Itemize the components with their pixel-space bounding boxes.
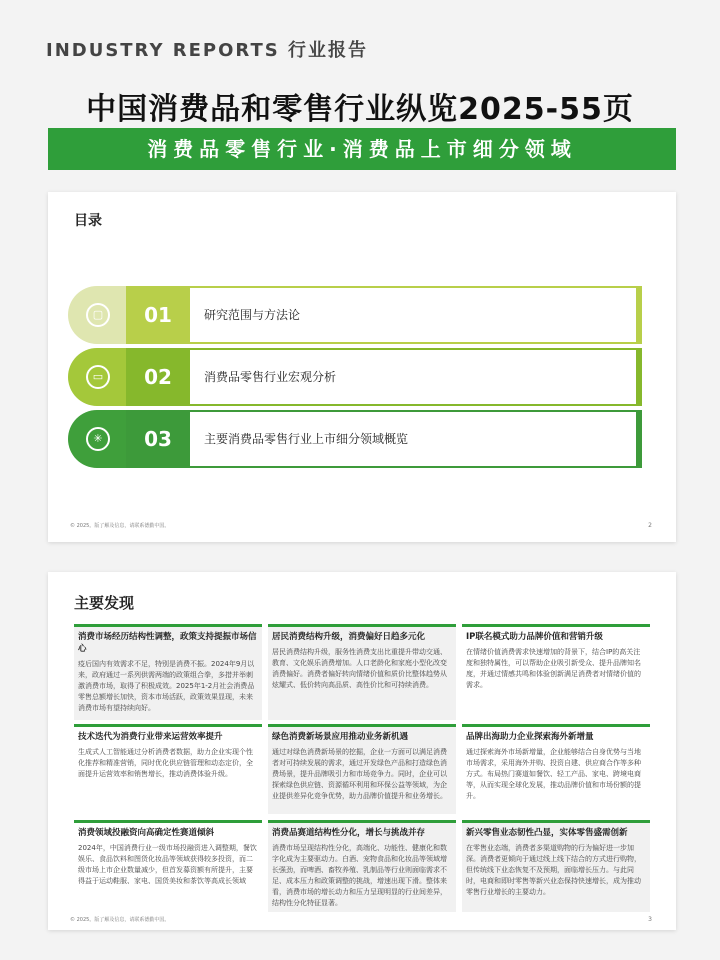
page-number: 3 (648, 916, 652, 923)
header-label: INDUSTRY REPORTS 行业报告 (46, 40, 368, 61)
toc-label: 主要消费品零售行业上市细分领域概览 (204, 432, 409, 446)
subtitle-banner: 消费品零售行业·消费品上市细分领域 (48, 128, 676, 170)
page-footer: © 2025。版了解及信息，请联系德勤中国。 (70, 523, 170, 529)
finding-card: 绿色消费新场景应用推动业务新机遇 通过对绿色消费新场景的挖掘，企业一方面可以满足消费者对可持续发展的需求，通过开发绿色产品和打造绿色消费场景，提升品牌吸引力和市场竞争力。同时，企业可以探索绿色供应链、资源循环利用和环保公益等领域，为企业提供差异化竞争优势，助力品牌价值提升和业务增长。 (268, 724, 456, 814)
finding-card: 新兴零售业态韧性凸显，实体零售盛需创新 在零售业态端，消费者多渠道购物的行为偏好进一步加深。消费者更倾向于通过线上线下结合的方式进行购物，但传统线下业态恢复不及预期，面临增长压力。与此同时，电商和即时零售等新兴业态保持快速增长，成为推动零售行业增长的主要动力。 (462, 820, 650, 912)
findings-page (48, 572, 676, 930)
finding-card: 消费品赛道结构性分化，增长与挑战并存 消费市场呈现结构性分化，高端化、功能性、健康化和数字化成为主要驱动力。白酒、宠物食品和化妆品等领域增长强劲，而啤酒、畜牧养殖、乳制品等行业则面临需求不足、成本压力和政策调整的挑战，增速出现下滑。整体来看，消费市场的增长动力和压力呈现明显的行业间差异，结构性分化特征显著。 (268, 820, 456, 912)
toc-page (48, 192, 676, 542)
toc-label: 消费品零售行业宏观分析 (204, 370, 337, 384)
toc-number: 03 (126, 410, 190, 468)
page-title: 中国消费品和零售行业纵览2025-55页 (86, 92, 634, 127)
finding-card: 居民消费结构升级，消费偏好日趋多元化 居民消费结构升级，服务性消费支出比重提升带动交通、教育、文化娱乐消费增加。人口老龄化和家庭小型化改变消费偏好。消费者偏好转向情绪价值和质价比整体趋势从炫耀式、低价转向高品质、高性价比和可持续消费。 (268, 624, 456, 720)
page-number: 2 (648, 522, 652, 529)
document-icon: ▢ (86, 303, 110, 327)
toc-label: 研究范围与方法论 (204, 308, 301, 322)
toc-title: 目录 (74, 213, 102, 229)
finding-card: 消费领域投融资向高确定性赛道倾斜 2024年，中国消费行业一级市场投融资进入调整期，餐饮娱乐、食品饮料和图货化妆品等领域获得较多投资，而二级市场上市企业数量减少，但首发募资额有所提升，主要得益于运动鞋服、家电、国货美妆和茶饮等高成长领域 (74, 820, 262, 912)
finding-card: IP联名模式助力品牌价值和营销升级 在情绪价值消费需求快速增加的背景下，结合IP的高关注度和独特属性，可以帮助企业吸引新受众、提升品牌知名度，并通过情感共鸣和体验创新满足消费者对情绪价值的需求。 (462, 624, 650, 720)
finding-card: 品牌出海助力企业探索海外新增量 通过探索海外市场新增量，企业能够结合自身优势与当地市场需求，采用海外并购、投资自建、供应商合作等多种方式。布局热门赛道如餐饮、轻工产品、家电、跨境电商等，从而实现全球化发展，推动品牌价值和市场份额的提升。 (462, 724, 650, 814)
findings-title: 主要发现 (74, 594, 135, 612)
toc-item-3[interactable] (68, 410, 648, 468)
toc-number: 01 (126, 286, 190, 344)
network-icon: ✳ (86, 427, 110, 451)
book-icon: ▭ (86, 365, 110, 389)
toc-item-1[interactable] (68, 286, 648, 344)
finding-card: 消费市场经历结构性调整，政策支持提振市场信心 疫后国内有效需求不足，特别是消费不振。2024年9月以来，政府通过一系列供需两端的政策组合拳，多措并举刺激消费市场，取得了积极成效。2025年1-2月社会消费品零售总额增长加快，资本市场活跃，政策效果显现，未来消费市场有望持续向好。 (74, 624, 262, 720)
toc-number: 02 (126, 348, 190, 406)
page-footer: © 2025。版了解及信息，请联系德勤中国。 (70, 917, 170, 923)
finding-card: 技术迭代为消费行业带来运营效率提升 生成式人工智能通过分析消费者数据，助力企业实现个性化推荐和精准营销，同时优化供应链管理和动态定价，全面提升运营效率和销售增长，推动消费体验升级。 (74, 724, 262, 814)
toc-item-2[interactable] (68, 348, 648, 406)
